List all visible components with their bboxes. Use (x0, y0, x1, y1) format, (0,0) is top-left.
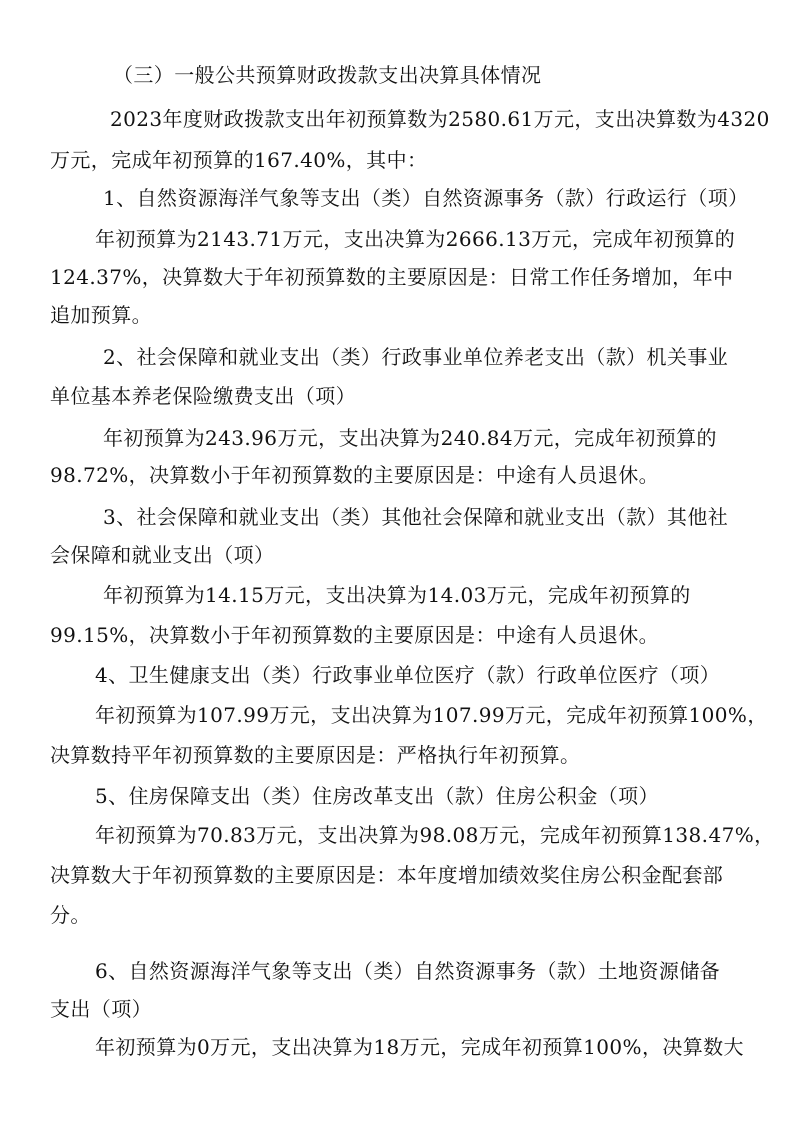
paragraph-line: 99.15%，决算数小于年初预算数的主要原因是：中途有人员退休。 (50, 623, 660, 647)
paragraph-line: 支出（项） (50, 997, 152, 1021)
paragraph-line: 年初预算为243.96万元，支出决算为240.84万元，完成年初预算的 (103, 426, 717, 450)
paragraph-line: 年初预算为107.99万元，支出决算为107.99万元，完成年初预算100%， (95, 703, 768, 727)
paragraph-line: 年初预算为2143.71万元，支出决算为2666.13万元，完成年初预算的 (95, 227, 736, 251)
paragraph-line: 追加预算。 (50, 303, 152, 327)
item-heading-1: 1、自然资源海洋气象等支出（类）自然资源事务（款）行政运行（项） (103, 186, 749, 210)
section-heading: （三）一般公共预算财政拨款支出决算具体情况 (113, 63, 542, 87)
item-heading-5: 5、住房保障支出（类）住房改革支出（款）住房公积金（项） (95, 784, 659, 808)
paragraph-line: 分。 (50, 903, 91, 927)
paragraph-line: 年初预算为70.83万元，支出决算为98.08万元，完成年初预算138.47%， (95, 823, 775, 847)
paragraph-line: 2023年度财政拨款支出年初预算数为2580.61万元，支出决算数为4320 (110, 107, 770, 131)
item-heading-4: 4、卫生健康支出（类）行政事业单位医疗（款）行政单位医疗（项） (95, 663, 721, 687)
paragraph-line: 年初预算为0万元，支出决算为18万元，完成年初预算100%，决算数大 (95, 1035, 744, 1059)
paragraph-line: 决算数持平年初预算数的主要原因是：严格执行年初预算。 (50, 743, 581, 767)
paragraph-line: 98.72%，决算数小于年初预算数的主要原因是：中途有人员退休。 (50, 463, 660, 487)
item-heading-6: 6、自然资源海洋气象等支出（类）自然资源事务（款）土地资源储备 (95, 959, 721, 983)
paragraph-line: 决算数大于年初预算数的主要原因是：本年度增加绩效奖住房公积金配套部 (50, 863, 724, 887)
paragraph-line: 年初预算为14.15万元，支出决算为14.03万元，完成年初预算的 (103, 583, 691, 607)
paragraph-line: 124.37%，决算数大于年初预算数的主要原因是：日常工作任务增加，年中 (50, 265, 734, 289)
paragraph-line: 万元，完成年初预算的167.40%，其中： (50, 148, 428, 172)
paragraph-line: 单位基本养老保险缴费支出（项） (50, 384, 356, 408)
item-heading-3: 3、社会保障和就业支出（类）其他社会保障和就业支出（款）其他社 (103, 505, 729, 529)
paragraph-line: 会保障和就业支出（项） (50, 543, 275, 567)
item-heading-2: 2、社会保障和就业支出（类）行政事业单位养老支出（款）机关事业 (103, 345, 729, 369)
